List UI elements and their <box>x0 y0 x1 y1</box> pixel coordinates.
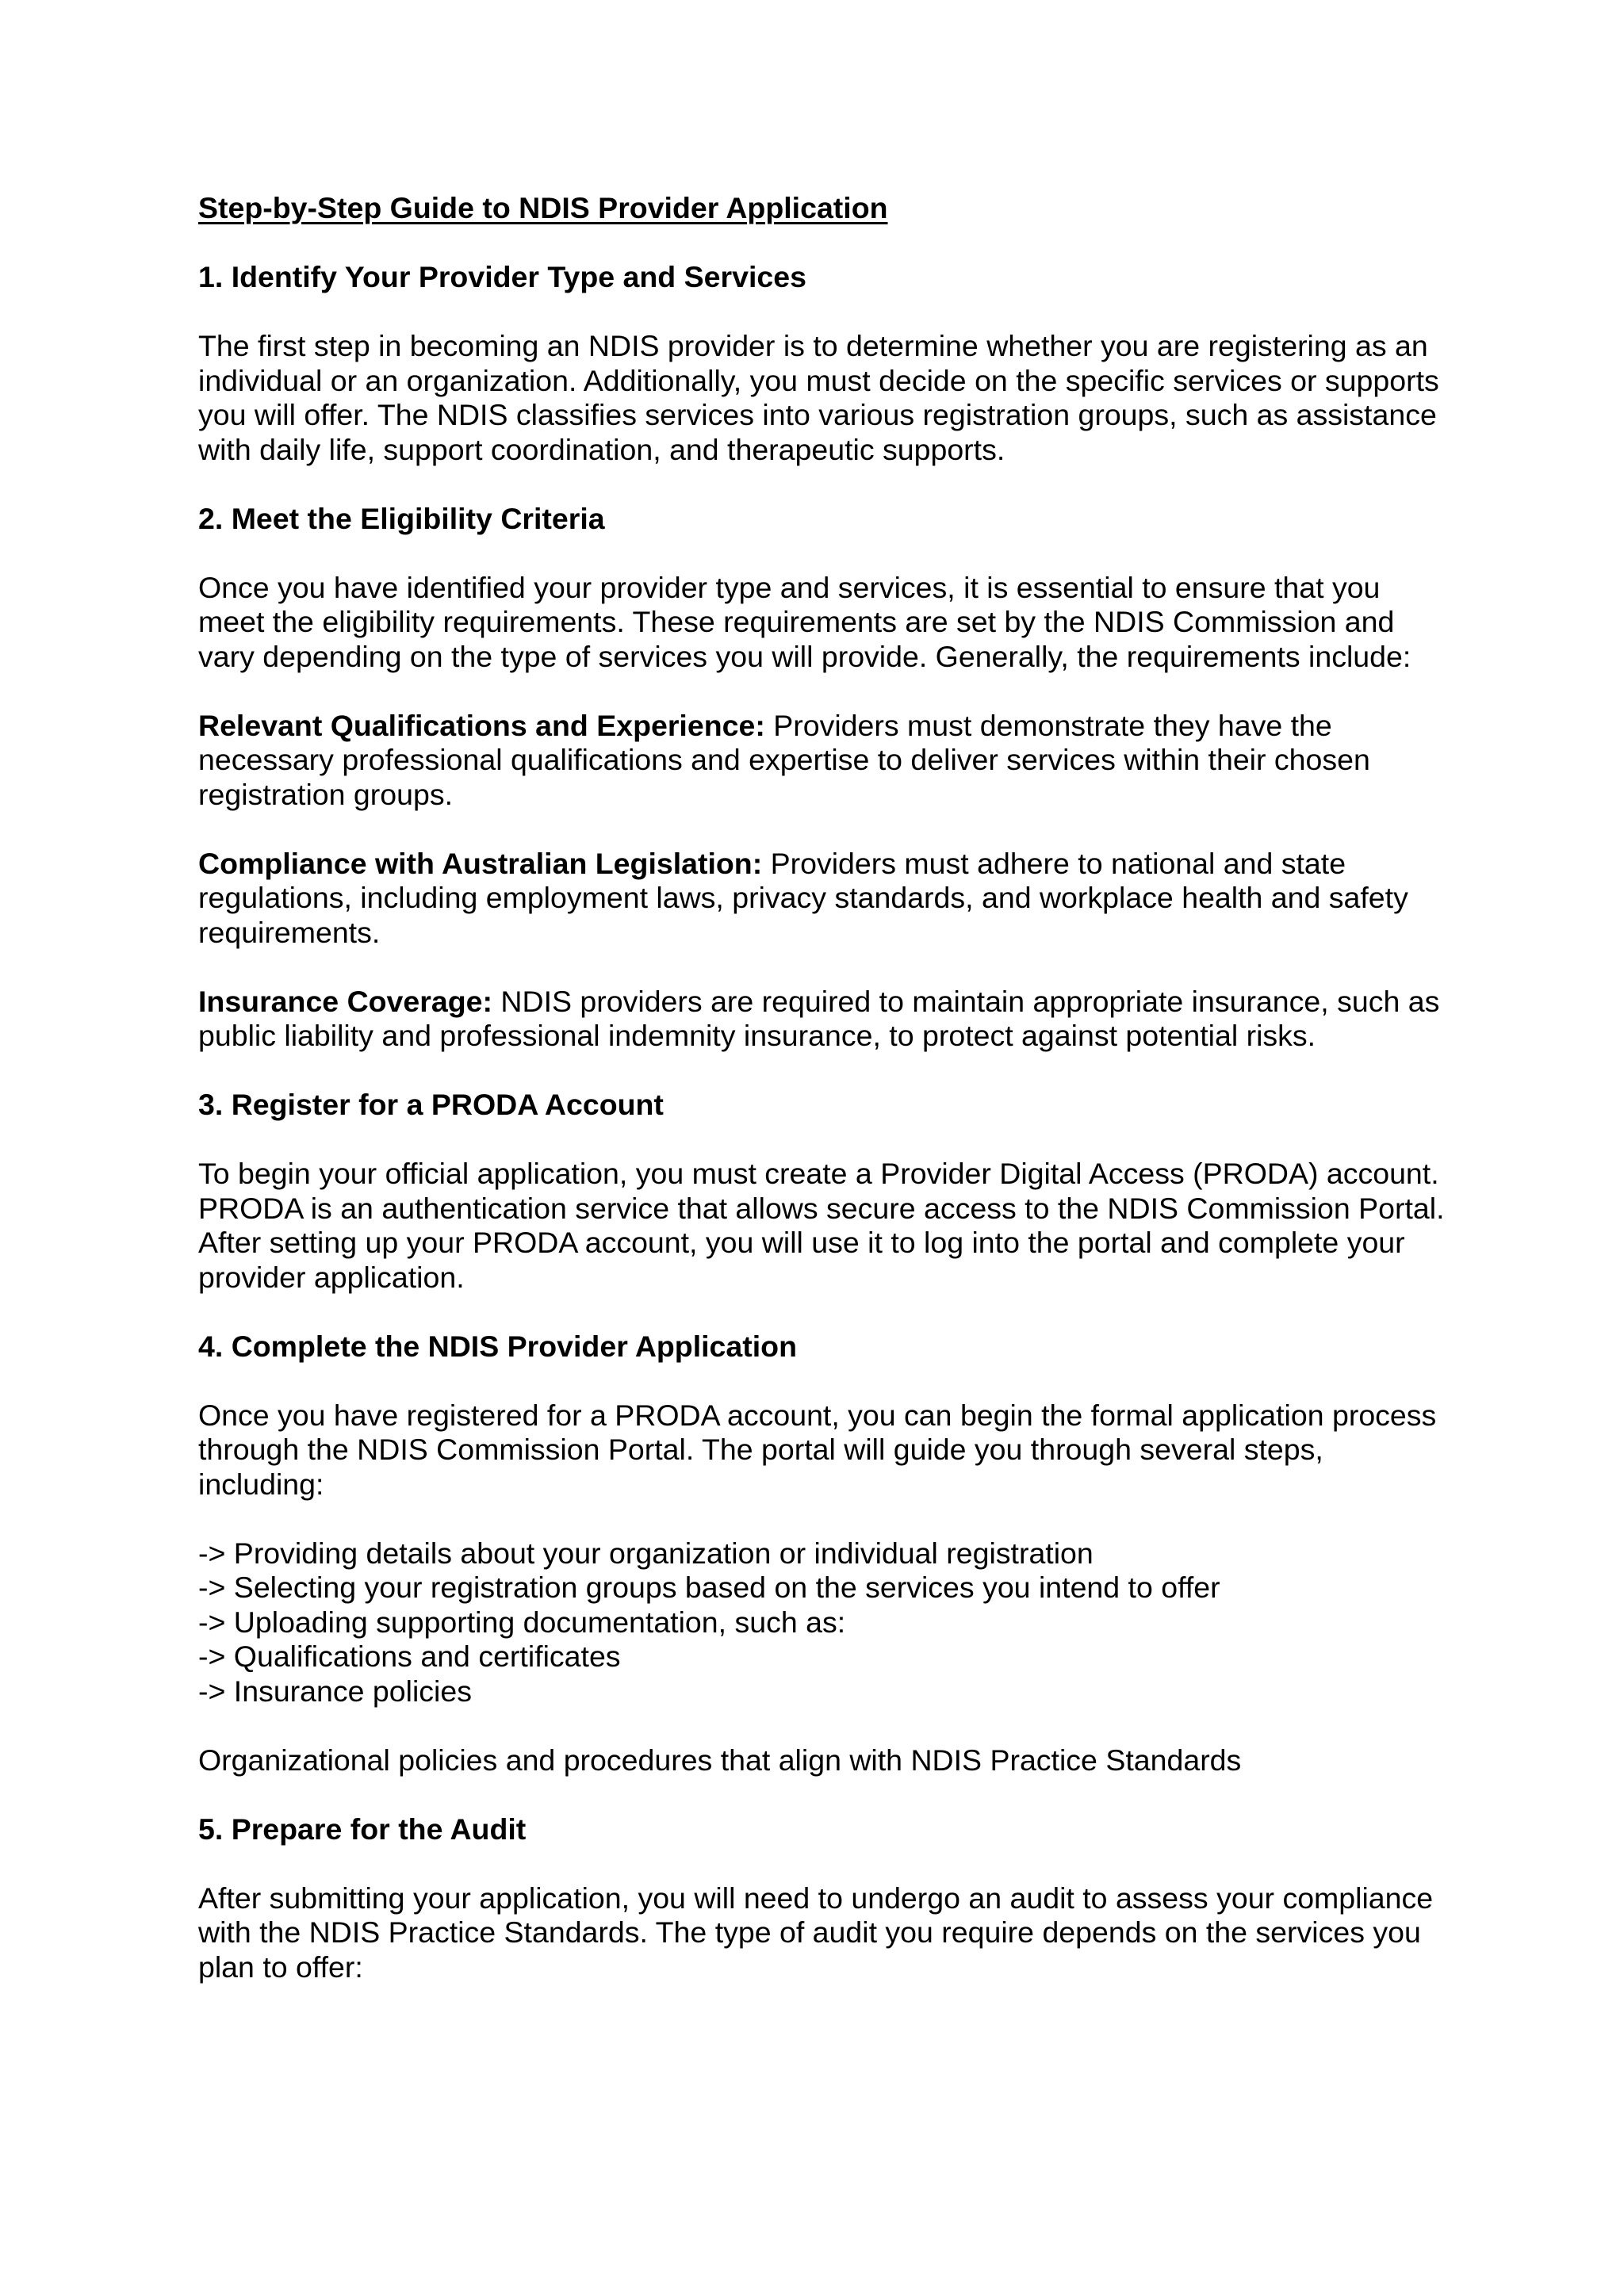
section-4-policies-paragraph: Organizational policies and procedures that align with NDIS Practice Standards <box>198 1743 1242 1777</box>
criterion-text: NDIS providers are required to maintain appropriate insurance, such as public liability and professional indemnity insurance, to protect against potential risks. <box>198 984 1440 1052</box>
section-5-paragraph: After submitting your application, you will need to undergo an audit to assess your compliance with the NDIS Practice Standards. The type of audit you require depends on the services you plan to offer: <box>198 1881 1434 1984</box>
document-body <box>198 191 1451 2019</box>
section-3-paragraph: To begin your official application, you must create a Provider Digital Access (PRODA) account. PRODA is an authentication service that allows secure access to the NDIS Commission Portal. After setting up your PRODA account, you will use it to log into the portal and complete your provider application. <box>198 1157 1445 1294</box>
criterion-insurance <box>198 985 1451 1054</box>
section-4-paragraph: Once you have registered for a PRODA account, you can begin the formal application process through the NDIS Commission Portal. The portal will guide you through several steps, including: <box>198 1398 1437 1501</box>
criterion-legislation <box>198 847 1451 951</box>
application-steps-list <box>198 1536 1451 1709</box>
section-2-paragraph: Once you have identified your provider type and services, it is essential to ensure that you meet the eligibility requirements. These requirements are set by the NDIS Commission and vary depending on the type of services you will provide. Generally, the requirements include: <box>198 570 1411 673</box>
criterion-label: Relevant Qualifications and Experience: <box>198 708 765 742</box>
list-item: -> Qualifications and certificates <box>198 1640 621 1673</box>
criterion-label: Compliance with Australian Legislation: <box>198 846 763 880</box>
criterion-text: Providers must adhere to national and state regulations, including employment laws, privacy standards, and workplace health and safety requirements. <box>198 846 1408 949</box>
criterion-label: Insurance Coverage: <box>198 984 492 1018</box>
section-3-heading: 3. Register for a PRODA Account <box>198 1088 664 1121</box>
section-2-heading: 2. Meet the Eligibility Criteria <box>198 501 605 535</box>
criterion-qualifications <box>198 709 1451 813</box>
section-5-heading: 5. Prepare for the Audit <box>198 1812 527 1846</box>
section-4-heading: 4. Complete the NDIS Provider Application <box>198 1329 797 1363</box>
list-item: -> Providing details about your organization or individual registration <box>198 1536 1094 1570</box>
list-item: -> Selecting your registration groups based on the services you intend to offer <box>198 1571 1220 1604</box>
section-1-paragraph: The first step in becoming an NDIS provider is to determine whether you are registering as an individual or an organization. Additionally, you must decide on the specific services or supports you will offer. The NDIS classifies services into various registration groups, such as assistance with daily life, support coordination, and therapeutic supports. <box>198 329 1439 466</box>
document-title: Step-by-Step Guide to NDIS Provider Application <box>198 191 888 224</box>
section-1-heading: 1. Identify Your Provider Type and Services <box>198 260 806 293</box>
list-item: -> Insurance policies <box>198 1674 472 1708</box>
list-item: -> Uploading supporting documentation, such as: <box>198 1605 846 1639</box>
criterion-text: Providers must demonstrate they have the necessary professional qualifications and expertise to deliver services within their chosen registration groups. <box>198 708 1370 811</box>
